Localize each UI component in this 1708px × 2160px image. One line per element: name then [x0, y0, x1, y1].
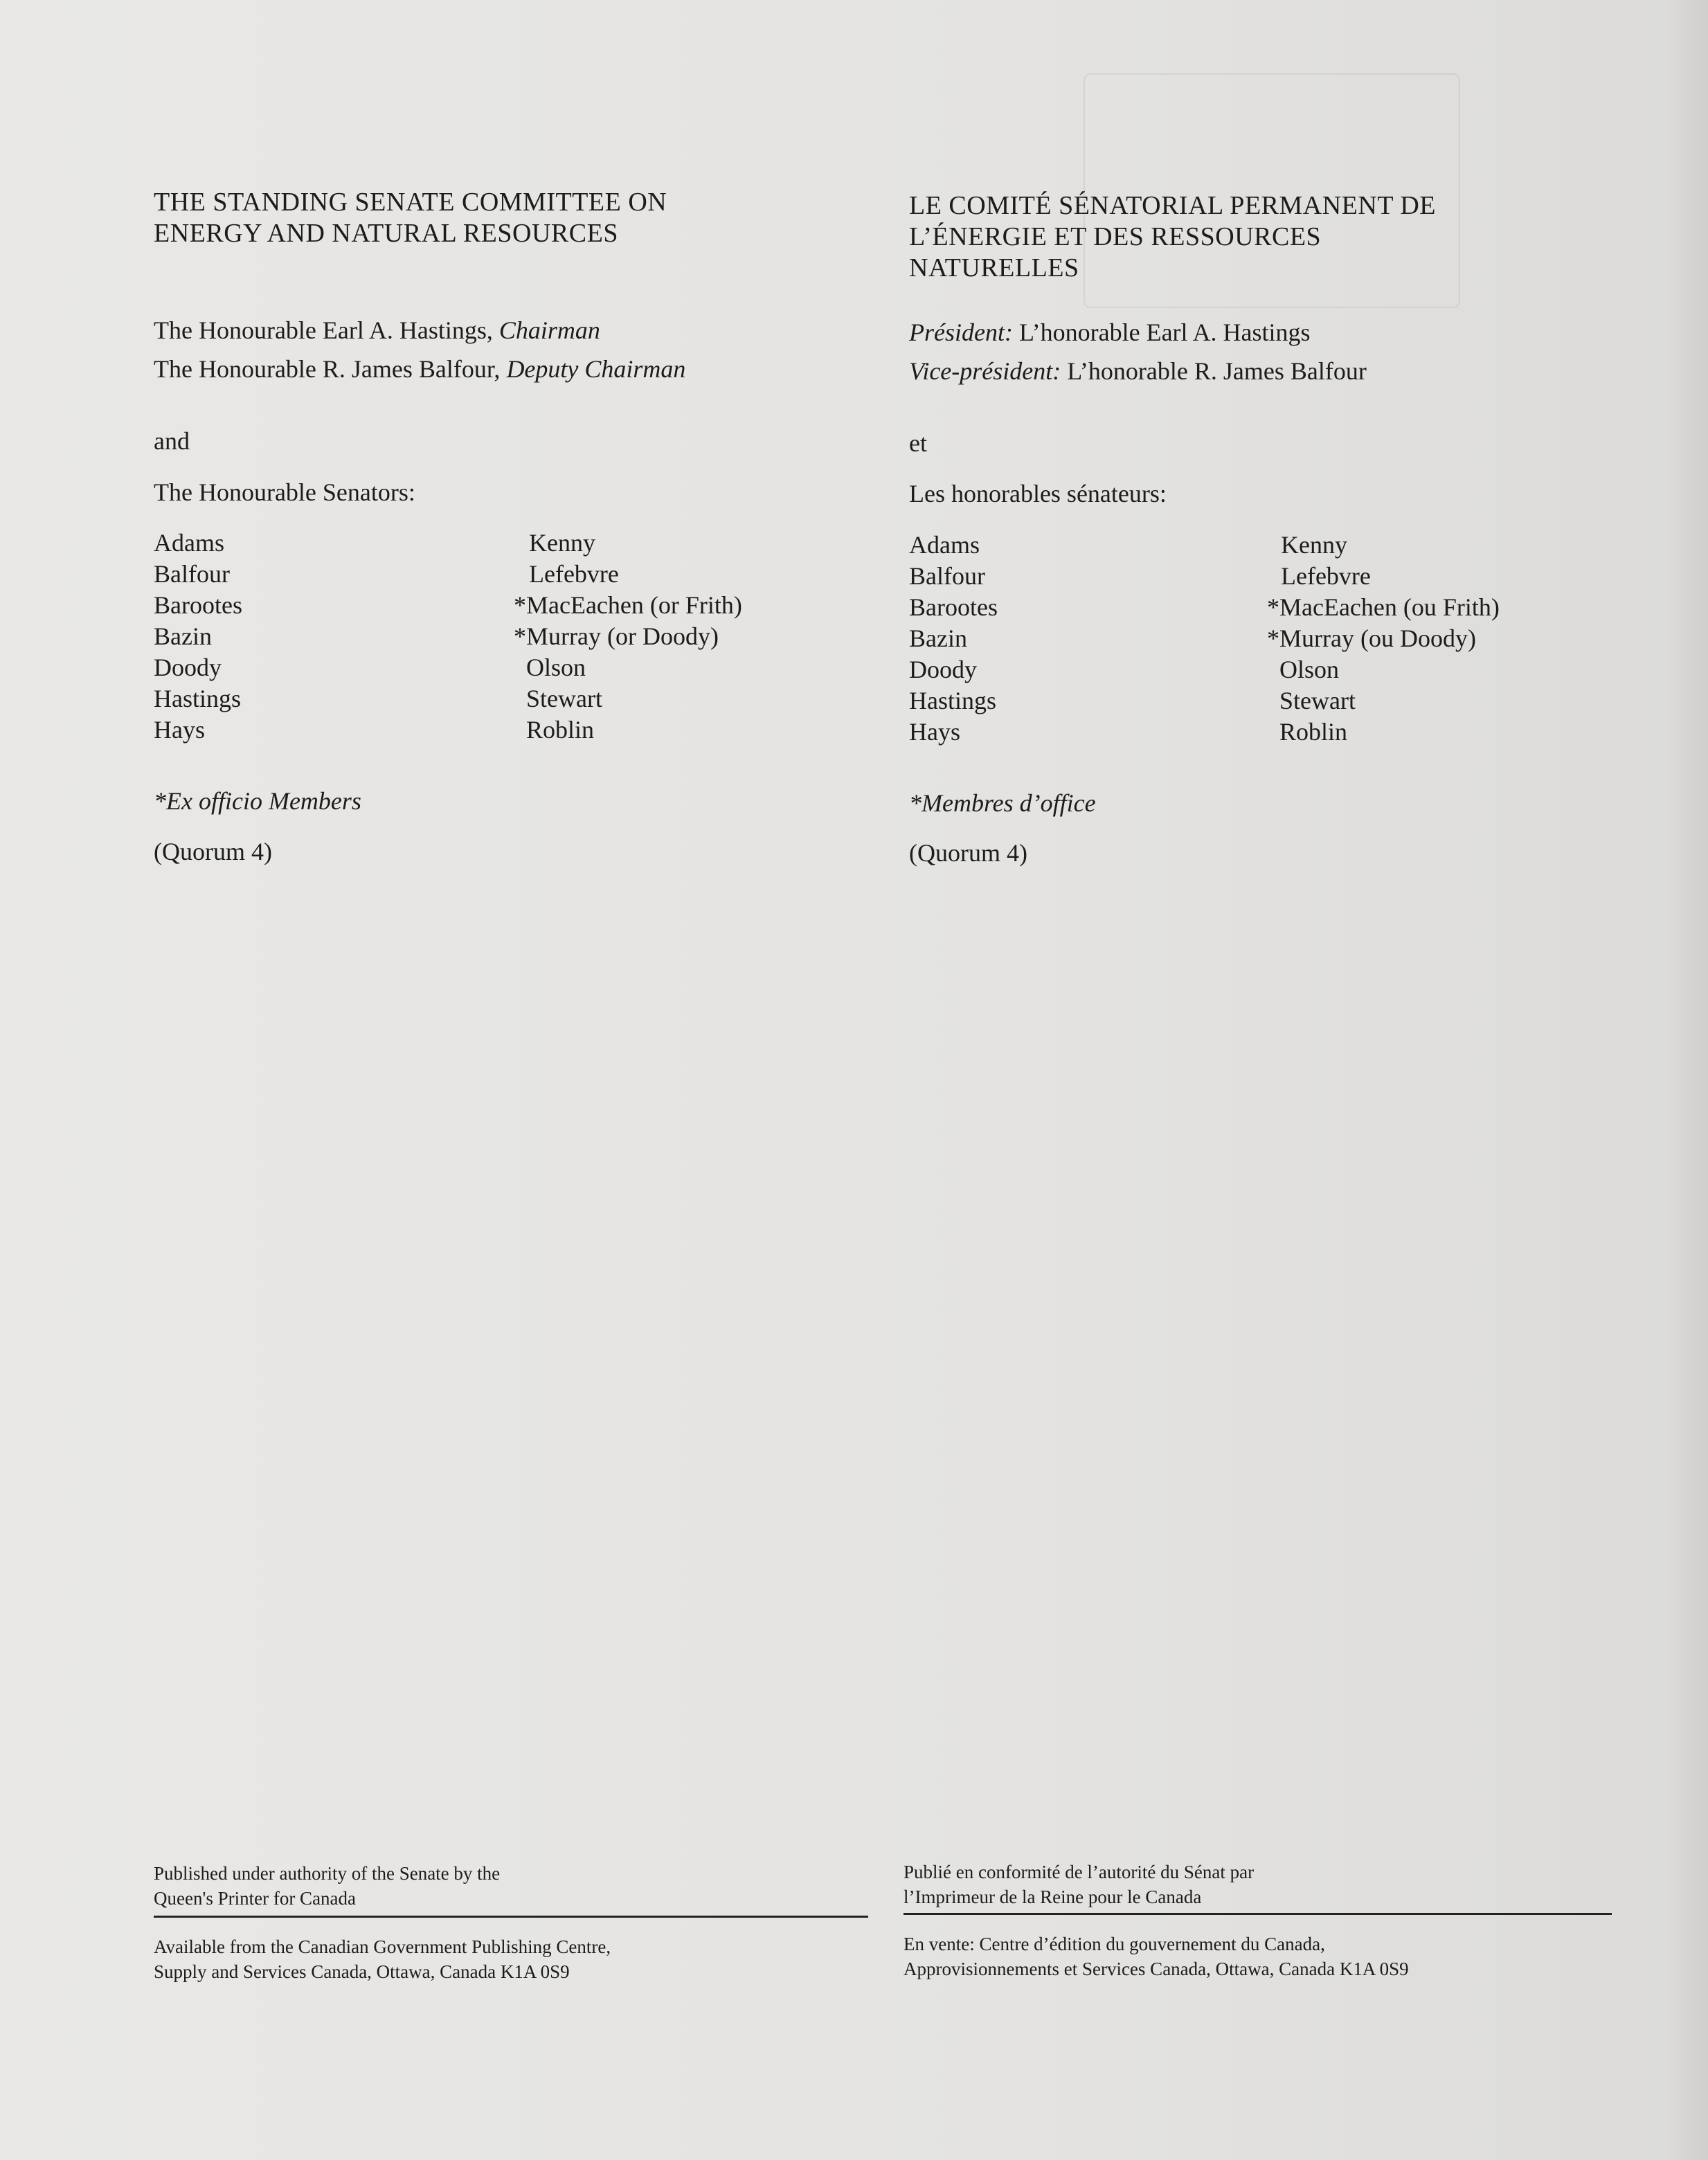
senator-name: *MacEachen (or Frith) [514, 591, 742, 619]
english-availability-notice: Available from the Canadian Government Publishing Centre, Supply and Services Canada, Ottawa, Canada K1A 0S9 [154, 1936, 611, 1982]
senator-name: Roblin [1279, 718, 1348, 746]
senator-name: Lefebvre [1281, 562, 1371, 590]
senator-name: Stewart [526, 685, 602, 712]
senator-name: Bazin [909, 624, 967, 652]
senator-name: Kenny [529, 529, 595, 557]
french-senators-col1 [909, 530, 998, 748]
french-vice-president-name: L’honorable R. James Balfour [1061, 357, 1367, 385]
senator-name: Hays [154, 716, 205, 744]
page-edge-shadow [1666, 0, 1708, 2160]
senator-name: Hastings [909, 687, 996, 714]
senator-name: Kenny [1281, 531, 1347, 559]
english-senators-col2 [514, 528, 742, 746]
english-committee-title-line1: THE STANDING SENATE COMMITTEE ON [154, 188, 667, 217]
french-committee-title-line1: LE COMITÉ SÉNATORIAL PERMANENT DE [909, 191, 1437, 220]
senator-name: Lefebvre [529, 560, 619, 588]
senator-name: Barootes [909, 593, 998, 621]
english-senators-label: The Honourable Senators: [154, 478, 415, 506]
french-column [909, 190, 1436, 284]
senator-name: Adams [154, 529, 224, 557]
english-column [154, 187, 667, 249]
senator-name: Hays [909, 718, 960, 746]
french-senators-label: Les honorables sénateurs: [909, 480, 1167, 507]
english-senators-col1 [154, 528, 242, 746]
senator-name: Balfour [909, 562, 985, 590]
senator-name: Doody [909, 656, 977, 683]
english-quorum: (Quorum 4) [154, 838, 272, 865]
senator-name: Adams [909, 531, 980, 559]
senator-name: *Murray (ou Doody) [1267, 624, 1476, 652]
senator-name: Doody [154, 654, 222, 681]
senator-name: *Murray (or Doody) [514, 622, 719, 650]
french-and: et [909, 429, 927, 457]
french-vice-president-role: Vice-président: [909, 357, 1061, 385]
french-published-notice: Publié en conformité de l’autorité du Sénat par l’Imprimeur de la Reine pour le Canada [904, 1862, 1255, 1907]
senator-name: Bazin [154, 622, 212, 650]
senator-name: *MacEachen (ou Frith) [1267, 593, 1500, 621]
english-committee-title-line2: ENERGY AND NATURAL RESOURCES [154, 219, 618, 248]
english-published-notice: Published under authority of the Senate by the Queen's Printer for Canada [154, 1863, 501, 1909]
french-committee-title-line3: NATURELLES [909, 253, 1079, 282]
french-president-role: Président: [909, 318, 1013, 346]
senator-name: Barootes [154, 591, 242, 619]
english-chairman [154, 312, 600, 349]
english-and: and [154, 427, 190, 455]
english-deputy-chairman [154, 350, 685, 388]
english-chairman-name: The Honourable Earl A. Hastings, [154, 316, 499, 344]
english-footer-divider [154, 1916, 868, 1918]
french-committee-title-line2: L’ÉNERGIE ET DES RESSOURCES [909, 222, 1322, 251]
french-availability-notice: En vente: Centre d’édition du gouvernement du Canada, Approvisionnements et Services Canada, Ottawa, Canada K1A 0S9 [904, 1934, 1409, 1979]
english-ex-officio-note: *Ex officio Members [154, 787, 361, 815]
senator-name: Olson [526, 654, 586, 681]
french-vice-president [909, 352, 1367, 390]
english-chairman-role: Chairman [498, 316, 600, 344]
french-president-name: L’honorable Earl A. Hastings [1012, 318, 1311, 346]
french-footer-divider [904, 1913, 1612, 1915]
french-president [909, 314, 1311, 351]
senator-name: Stewart [1279, 687, 1356, 714]
french-ex-officio-note: *Membres d’office [909, 789, 1096, 817]
english-deputy-role: Deputy Chairman [506, 355, 686, 383]
senator-name: Olson [1279, 656, 1340, 683]
french-senators-col2 [1267, 530, 1500, 748]
senator-name: Roblin [526, 716, 595, 744]
french-quorum: (Quorum 4) [909, 839, 1027, 867]
senator-name: Balfour [154, 560, 230, 588]
english-deputy-name: The Honourable R. James Balfour, [154, 355, 507, 383]
senator-name: Hastings [154, 685, 241, 712]
